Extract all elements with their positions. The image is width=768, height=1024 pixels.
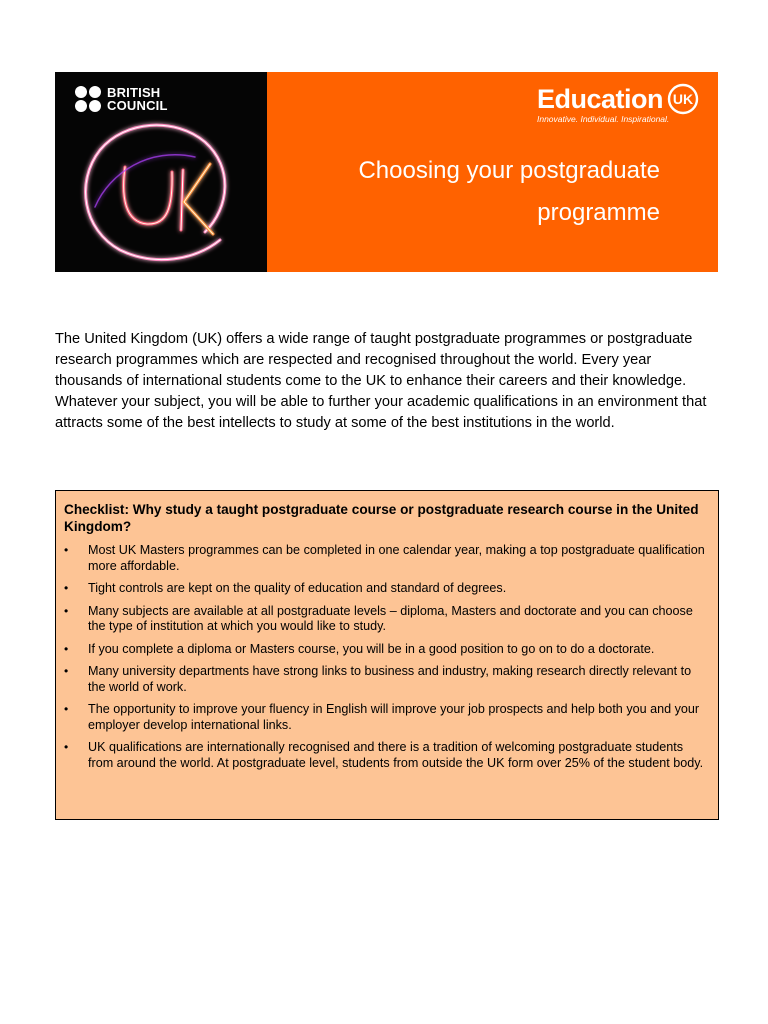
- banner-image-panel: [55, 72, 267, 272]
- british-council-wordmark: [107, 86, 168, 112]
- page-title-line-2: programme: [537, 199, 660, 226]
- uk-circle-icon: [666, 82, 700, 116]
- education-uk-logo: [537, 82, 700, 124]
- checklist-item-text: UK qualifications are internationally recognised and there is a tradition of welcoming postgraduate students from around the world. At postgraduate level, students from outside the UK form over 25% of the student body.: [88, 740, 704, 770]
- checklist-item-text: The opportunity to improve your fluency in English will improve your job prospects and help both you and your employer develop international links.: [88, 702, 700, 732]
- british-council-logo: [75, 86, 168, 112]
- checklist-heading: Checklist: Why study a taught postgraduate course or postgraduate research course in the United Kingdom?: [64, 502, 699, 534]
- checklist-item-text: Tight controls are kept on the quality of education and standard of degrees.: [88, 581, 507, 595]
- checklist-item: [64, 543, 709, 574]
- education-uk-wordmark: Education: [536, 83, 663, 114]
- checklist-list: [64, 543, 709, 771]
- bullet-icon: •: [64, 641, 69, 656]
- checklist-item-text: Most UK Masters programmes can be completed in one calendar year, making a top postgraduate qualification more affordable.: [88, 543, 705, 573]
- banner-title-panel: [267, 72, 718, 272]
- bullet-icon: •: [64, 603, 69, 618]
- checklist-item: [64, 604, 709, 635]
- header-banner: [55, 72, 718, 272]
- bullet-icon: •: [64, 664, 69, 678]
- intro-paragraph: The United Kingdom (UK) offers a wide range of taught postgraduate programmes or postgraduate research programmes which are respected and recognised throughout the world. Every year thousands of international students come to the UK to enhance their careers and their knowledge. Whatever your subject, you will be able to further your academic qualifications in an environment that attracts some of the best intellects to study at some of the best institutions in the world.: [55, 330, 707, 431]
- checklist-item-text: Many university departments have strong links to business and industry, making research directly relevant to the world of work.: [88, 664, 692, 694]
- british-council-dots-icon: [75, 86, 101, 112]
- bullet-icon: •: [64, 581, 69, 595]
- checklist-item-text: If you complete a diploma or Masters course, you will be in a good position to go on to do a doctorate.: [88, 641, 655, 656]
- checklist-item: [64, 642, 709, 658]
- page-title: [320, 150, 660, 234]
- bullet-icon: •: [64, 702, 69, 716]
- checklist-item-text: Many subjects are available at all postgraduate levels – diploma, Masters and doctorate and you can choose the type of institution at which you would like to study.: [88, 603, 693, 633]
- checklist-item: [64, 702, 709, 733]
- education-uk-tagline: Innovative. Individual. Inspirational.: [536, 114, 670, 124]
- uk-light-trail-image: [55, 112, 267, 272]
- checklist-item: [64, 740, 709, 771]
- checklist-box: [55, 490, 719, 820]
- british-council-line-2: COUNCIL: [107, 98, 168, 113]
- checklist-item: [64, 664, 709, 695]
- checklist-item: [64, 581, 709, 597]
- british-council-line-1: BRITISH: [107, 85, 161, 100]
- bullet-icon: •: [64, 543, 69, 557]
- uk-badge-text: UK: [672, 91, 694, 107]
- page-title-line-1: Choosing your postgraduate: [358, 157, 660, 184]
- bullet-icon: •: [64, 740, 69, 754]
